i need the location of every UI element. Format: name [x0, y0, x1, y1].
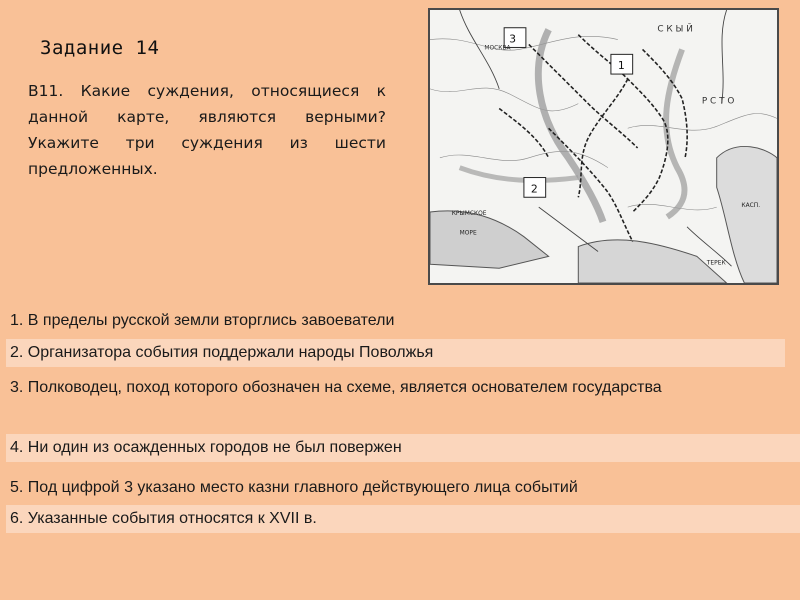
historical-map [428, 8, 779, 285]
option-5: 5. Под цифрой 3 указано место казни главного действующего лица событий [10, 479, 578, 496]
option-4: 4. Ни один из осажденных городов не был повержен [6, 434, 800, 462]
map-marker-3: 3 [509, 32, 517, 46]
map-label-moscow: МОСКВА [484, 45, 511, 52]
map-marker-2: 2 [530, 182, 538, 196]
option-6: 6. Указанные события относятся к XVII в. [6, 505, 800, 533]
map-svg [430, 10, 777, 283]
option-3: 3. Полководец, поход которого обозначен на схеме, является основателем государства [10, 379, 662, 396]
map-label-sea: МОРЕ [459, 230, 477, 237]
map-label-crimean: КРЫМСКОЕ [451, 211, 487, 217]
task-title: Задание 14 [40, 37, 160, 59]
option-1: 1. В пределы русской земли вторглись завоеватели [10, 312, 395, 329]
map-label-caspian: КАСП. [741, 203, 761, 210]
map-label-vertical: Р С Т О [701, 96, 735, 107]
option-2: 2. Организатора события поддержали народы Поволжья [6, 339, 785, 367]
map-label-terek: ТЕРЕК [706, 260, 726, 267]
question-text: В11. Какие суждения, относящиеся к данной карте, являются верными? Укажите три суждения из шести предложенных. [28, 82, 386, 178]
map-marker-1: 1 [617, 59, 625, 73]
map-label-top-right: С К Ы Й [657, 24, 693, 35]
